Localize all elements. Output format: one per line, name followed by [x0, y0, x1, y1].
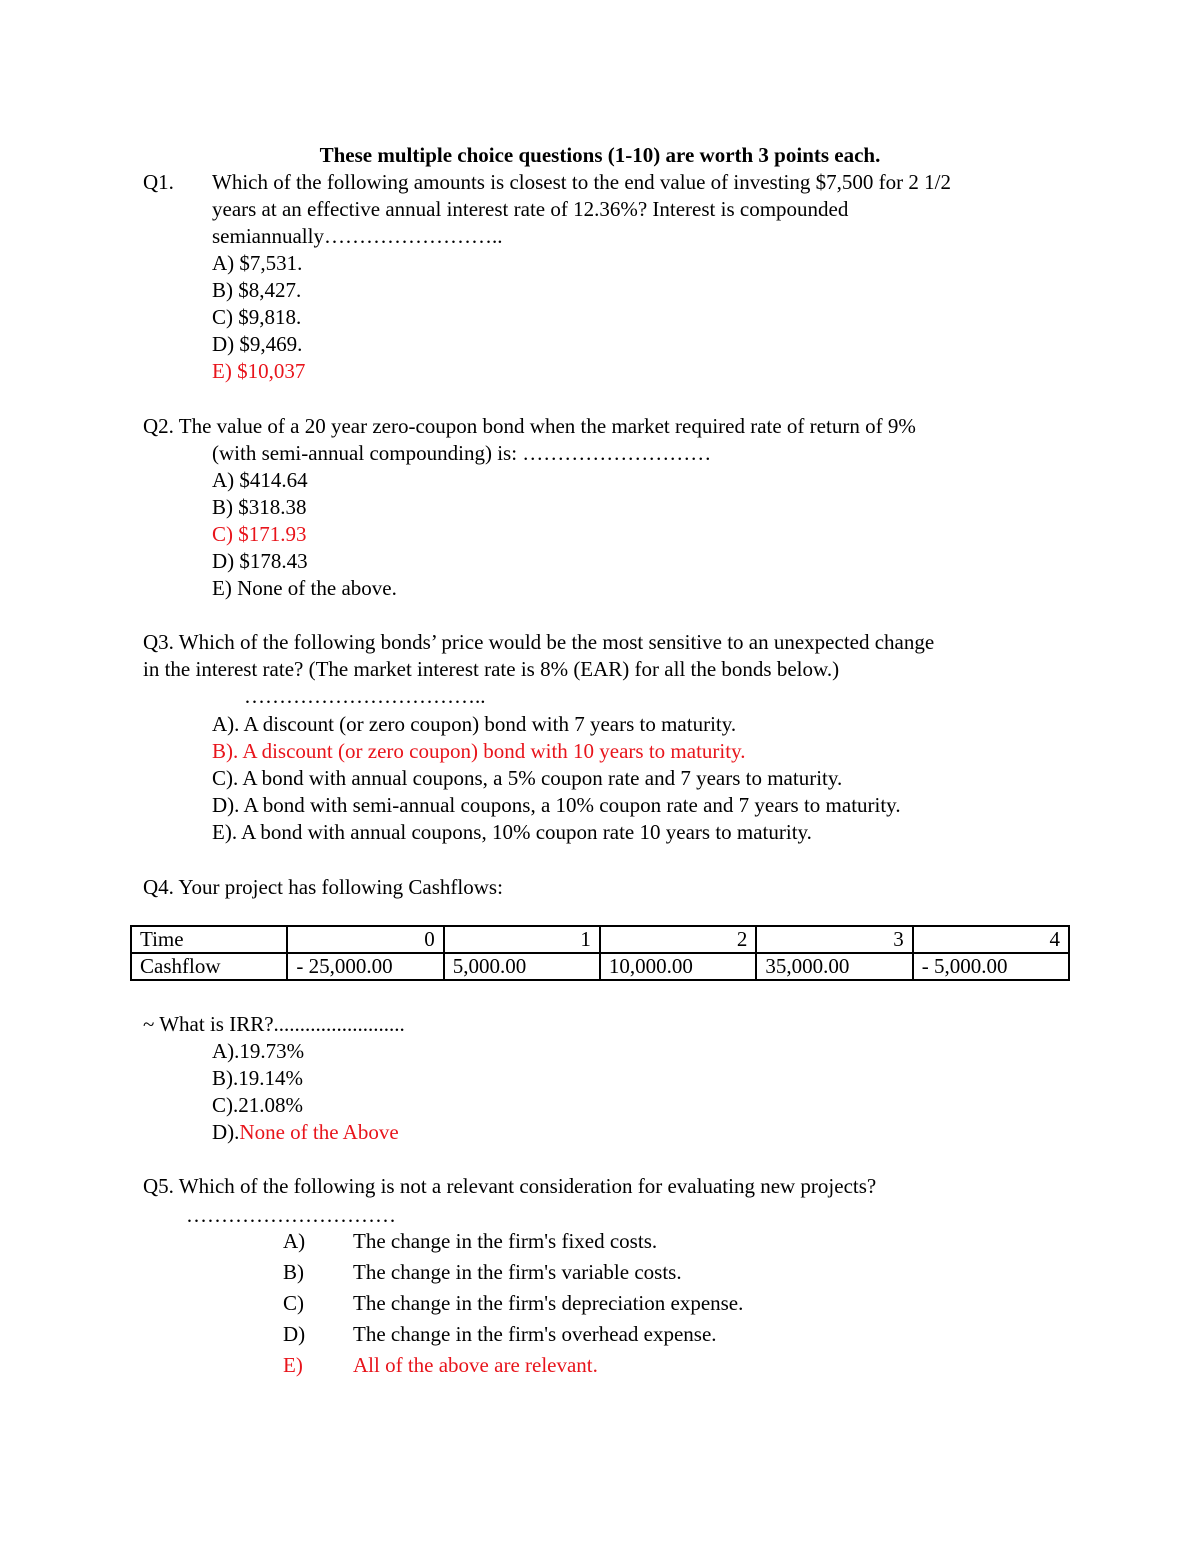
q1-line-2: years at an effective annual interest rate of 12.36%? Interest is compounded	[212, 197, 849, 221]
page-title: These multiple choice questions (1-10) are worth 3 points each.	[319, 143, 881, 167]
q3-option-b-answer: B). A discount (or zero coupon) bond with 10 years to maturity.	[212, 739, 746, 763]
q4-option-d-prefix: D).	[212, 1120, 240, 1144]
q4-question: ~ What is IRR?.........................	[143, 1012, 405, 1036]
q2-line-2: (with semi-annual compounding) is: ………………………	[212, 441, 712, 465]
q5-option-d-letter: D)	[283, 1322, 306, 1346]
table-cell: 1	[444, 926, 600, 953]
table-cell: Time	[131, 926, 287, 953]
q2-option-b: B) $318.38	[212, 495, 307, 519]
table-cell: - 25,000.00	[287, 953, 443, 980]
q1-line-1: Which of the following amounts is closest to the end value of investing $7,500 for 2 1/2	[212, 170, 951, 194]
q5-option-c-letter: C)	[283, 1291, 304, 1315]
q5-option-a-text: The change in the firm's fixed costs.	[353, 1229, 658, 1253]
q4-option-d-answer: None of the Above	[239, 1120, 399, 1144]
table-row	[131, 926, 1069, 953]
q5-option-b-letter: B)	[283, 1260, 304, 1284]
q5-option-a-letter: A)	[283, 1229, 306, 1253]
q2-option-d: D) $178.43	[212, 549, 308, 573]
q1-option-d: D) $9,469.	[212, 332, 303, 356]
q1-line-3: semiannually……………………..	[212, 224, 503, 248]
q5-option-b-text: The change in the firm's variable costs.	[353, 1260, 682, 1284]
q5-option-c-text: The change in the firm's depreciation expense.	[353, 1291, 744, 1315]
q5-option-e-letter: E)	[283, 1353, 303, 1377]
table-cell: Cashflow	[131, 953, 287, 980]
q3-line-1: Q3. Which of the following bonds’ price would be the most sensitive to an unexpected change	[143, 630, 935, 654]
q2-option-a: A) $414.64	[212, 468, 308, 492]
q1-option-b: B) $8,427.	[212, 278, 302, 302]
q1-option-c: C) $9,818.	[212, 305, 302, 329]
q5-line-2: …………………………	[186, 1203, 396, 1227]
table-cell: 35,000.00	[756, 953, 912, 980]
q4-option-c: C).21.08%	[212, 1093, 303, 1117]
table-cell: - 5,000.00	[913, 953, 1069, 980]
q2-option-e: E) None of the above.	[212, 576, 397, 600]
q3-option-e: E). A bond with annual coupons, 10% coupon rate 10 years to maturity.	[212, 820, 812, 844]
q1-option-a: A) $7,531.	[212, 251, 303, 275]
table-cell: 5,000.00	[444, 953, 600, 980]
q3-line-2: in the interest rate? (The market interest rate is 8% (EAR) for all the bonds below.)	[143, 657, 840, 681]
q3-option-a: A). A discount (or zero coupon) bond with 7 years to maturity.	[212, 712, 737, 736]
q4-intro: Q4. Your project has following Cashflows:	[143, 875, 503, 899]
table-cell: 10,000.00	[600, 953, 756, 980]
q2-option-c-answer: C) $171.93	[212, 522, 307, 546]
table-cell: 0	[287, 926, 443, 953]
q4-option-a: A).19.73%	[212, 1039, 305, 1063]
q4-option-d	[212, 1119, 399, 1145]
table-row	[131, 953, 1069, 980]
table-cell: 4	[913, 926, 1069, 953]
q5-option-e-answer: All of the above are relevant.	[353, 1353, 598, 1377]
table-cell: 2	[600, 926, 756, 953]
q4-option-b: B).19.14%	[212, 1066, 303, 1090]
q3-line-3: ……………………………..	[244, 684, 486, 708]
cashflow-table	[130, 925, 1070, 981]
q3-option-d: D). A bond with semi-annual coupons, a 10% coupon rate and 7 years to maturity.	[212, 793, 901, 817]
table-cell: 3	[756, 926, 912, 953]
q3-option-c: C). A bond with annual coupons, a 5% coupon rate and 7 years to maturity.	[212, 766, 843, 790]
q1-number: Q1.	[143, 170, 174, 194]
q5-option-d-text: The change in the firm's overhead expense.	[353, 1322, 717, 1346]
q1-option-e-answer: E) $10,037	[212, 359, 306, 383]
q5-line-1: Q5. Which of the following is not a relevant consideration for evaluating new projects?	[143, 1174, 877, 1198]
q2-line-1: Q2. The value of a 20 year zero-coupon bond when the market required rate of return of 9%	[143, 414, 916, 438]
